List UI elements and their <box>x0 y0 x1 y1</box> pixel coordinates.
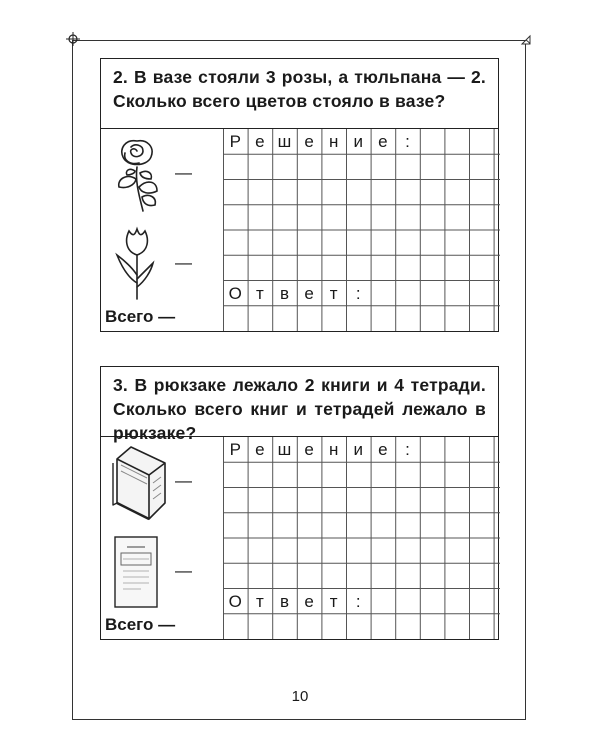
answer-letter: т <box>329 592 338 611</box>
solution-letter: ш <box>277 132 292 151</box>
task-2-body <box>101 129 498 331</box>
solution-letter: е <box>255 132 265 151</box>
crop-mark-icon <box>66 32 80 46</box>
solution-letter: е <box>304 132 314 151</box>
answer-letter: т <box>255 284 264 303</box>
solution-letter: и <box>353 440 364 459</box>
solution-letter: Р <box>229 440 241 459</box>
page-curl-icon <box>510 34 532 56</box>
task-2-text: В вазе стояли 3 розы, а тюльпана — 2. Сколько всего цветов стояло в вазе? <box>113 67 486 111</box>
answer-letter: : <box>355 592 361 611</box>
task-3-statement <box>101 367 498 443</box>
page-number: 10 <box>291 688 309 705</box>
answer-letter: е <box>304 592 314 611</box>
task-2-dash-1: — <box>175 163 192 182</box>
solution-letter: е <box>378 132 388 151</box>
tulip-icon <box>109 225 165 305</box>
solution-letter: ш <box>277 440 292 459</box>
task-3-text: В рюкзаке лежало 2 книги и 4 тетради. Сколько всего книг и тетрадей лежало в рюкзаке? <box>113 375 486 443</box>
task-3 <box>100 366 499 640</box>
solution-letter: н <box>328 440 339 459</box>
solution-letter: е <box>304 440 314 459</box>
task-2-total-label: Всего — <box>105 307 176 326</box>
solution-letter: н <box>328 132 339 151</box>
task-2-dash-2: — <box>175 253 192 272</box>
answer-letter: т <box>329 284 338 303</box>
solution-letter: Р <box>229 132 241 151</box>
solution-letter: и <box>353 132 364 151</box>
task-3-dash-1: — <box>175 471 192 490</box>
task-3-number: 3. <box>113 375 128 395</box>
solution-letter: : <box>405 440 410 459</box>
answer-letter: : <box>355 284 361 303</box>
solution-letter: е <box>378 440 388 459</box>
task-3-body <box>101 437 498 639</box>
task-3-dash-2: — <box>175 561 192 580</box>
task-2 <box>100 58 499 332</box>
notebook-icon <box>109 533 165 613</box>
answer-letter: О <box>228 592 242 611</box>
task-3-total-label: Всего — <box>105 615 176 634</box>
rose-icon <box>109 135 165 215</box>
answer-letter: в <box>279 284 289 303</box>
answer-letter: е <box>304 284 314 303</box>
task-2-number: 2. <box>113 67 128 87</box>
task-2-statement <box>101 59 498 129</box>
answer-letter: О <box>228 284 242 303</box>
answer-letter: в <box>279 592 289 611</box>
answer-letter: т <box>255 592 264 611</box>
solution-letter: е <box>255 440 265 459</box>
solution-letter: : <box>405 132 410 151</box>
book-icon <box>109 443 171 523</box>
